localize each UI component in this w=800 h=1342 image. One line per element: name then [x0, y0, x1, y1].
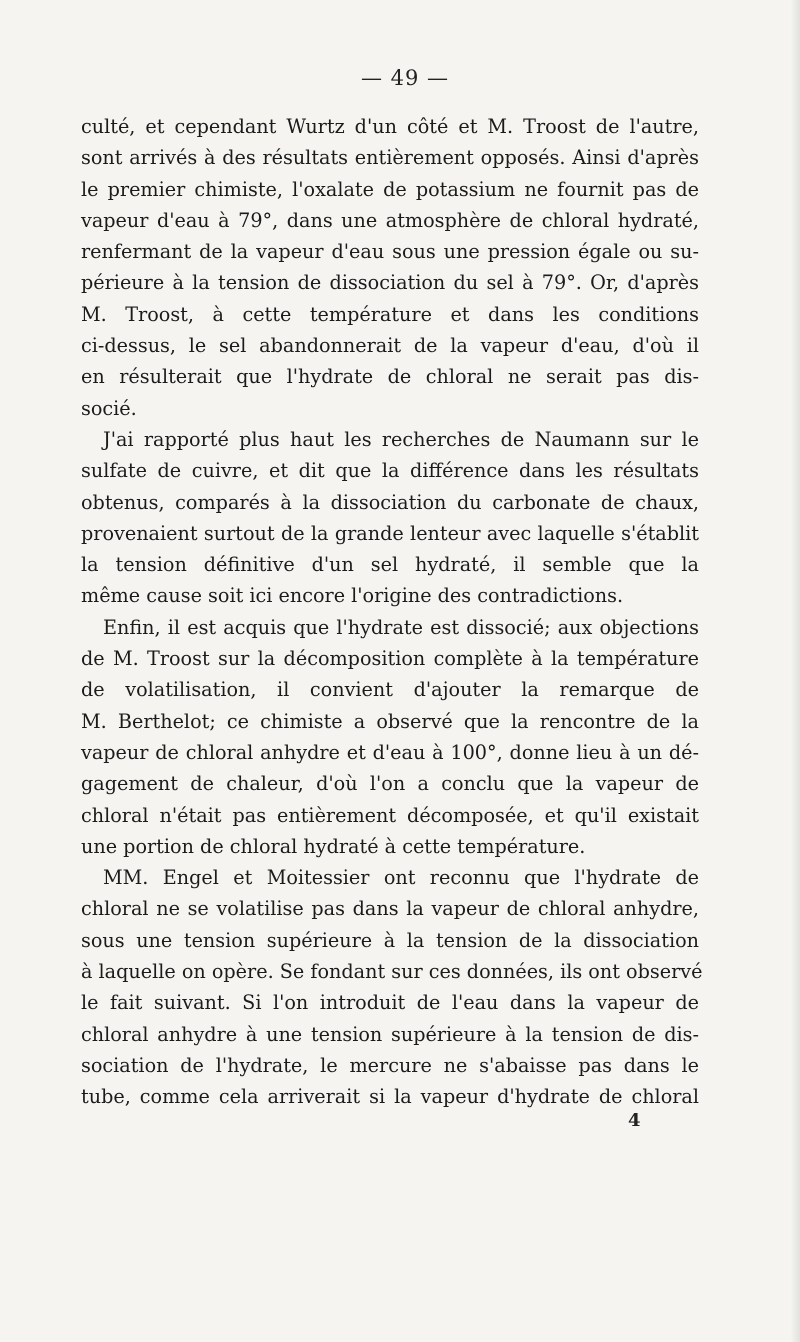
text-line: à laquelle on opère. Se fondant sur ces données, ils ont observé	[81, 960, 703, 984]
text-line: sous une tension supérieure à la tension de la dissociation	[81, 928, 699, 952]
text-line: de M. Troost sur la décomposition complète à la température	[81, 647, 699, 671]
page-edge	[790, 0, 800, 1342]
text-line: J'ai rapporté plus haut les recherches de Naumann sur le	[103, 427, 699, 451]
text-line: le premier chimiste, l'oxalate de potassium ne fournit pas de	[81, 177, 699, 201]
text-line: sulfate de cuivre, et dit que la différence dans les résultats	[81, 459, 699, 483]
text-line: MM. Engel et Moitessier ont reconnu que l'hydrate de	[103, 866, 699, 890]
text-line: chloral anhydre à une tension supérieure à la tension de dis-	[81, 1022, 699, 1046]
text-line: vapeur d'eau à 79°, dans une atmosphère de chloral hydraté,	[81, 208, 699, 232]
text-line: même cause soit ici encore l'origine des contradictions.	[81, 584, 624, 608]
text-line: chloral ne se volatilise pas dans la vapeur de chloral anhydre,	[81, 897, 699, 921]
text-line: une portion de chloral hydraté à cette température.	[81, 834, 586, 858]
text-line: M. Berthelot; ce chimiste a observé que la rencontre de la	[81, 709, 699, 733]
text-line: Enfin, il est acquis que l'hydrate est dissocié; aux objections	[103, 615, 699, 639]
text-line: provenaient surtout de la grande lenteur avec laquelle s'établit	[81, 521, 699, 545]
text-line: culté, et cependant Wurtz d'un côté et M. Troost de l'autre,	[81, 115, 699, 138]
text-line: chloral n'était pas entièrement décomposée, et qu'il existait	[81, 803, 699, 827]
text-line: le fait suivant. Si l'on introduit de l'eau dans la vapeur de	[81, 991, 699, 1015]
text-line: obtenus, comparés à la dissociation du carbonate de chaux,	[81, 490, 699, 514]
text-line: la tension définitive d'un sel hydraté, il semble que la	[81, 553, 699, 577]
page-number: — 49 —	[360, 66, 450, 90]
text-line: tube, comme cela arriverait si la vapeur d'hydrate de chloral	[81, 1085, 699, 1109]
text-line: ci-dessus, le sel abandonnerait de la vapeur d'eau, d'où il	[81, 334, 699, 358]
text-line: sont arrivés à des résultats entièrement opposés. Ainsi d'après	[81, 146, 699, 170]
text-line: vapeur de chloral anhydre et d'eau à 100°, donne lieu à un dé-	[81, 740, 699, 764]
text-line: sociation de l'hydrate, le mercure ne s'abaisse pas dans le	[81, 1053, 699, 1077]
body-text	[81, 111, 703, 1113]
text-line: en résulterait que l'hydrate de chloral ne serait pas dis-	[81, 365, 699, 389]
text-line: M. Troost, à cette température et dans les conditions	[81, 302, 699, 326]
text-line: de volatilisation, il convient d'ajouter la remarque de	[81, 678, 699, 702]
text-line: renfermant de la vapeur d'eau sous une pression égale ou su-	[81, 240, 699, 264]
text-line: gagement de chaleur, d'où l'on a conclu que la vapeur de	[81, 772, 699, 796]
signature-mark: 4	[628, 1110, 641, 1131]
text-line: socié.	[81, 396, 137, 420]
text-line: périeure à la tension de dissociation du sel à 79°. Or, d'après	[81, 271, 699, 295]
